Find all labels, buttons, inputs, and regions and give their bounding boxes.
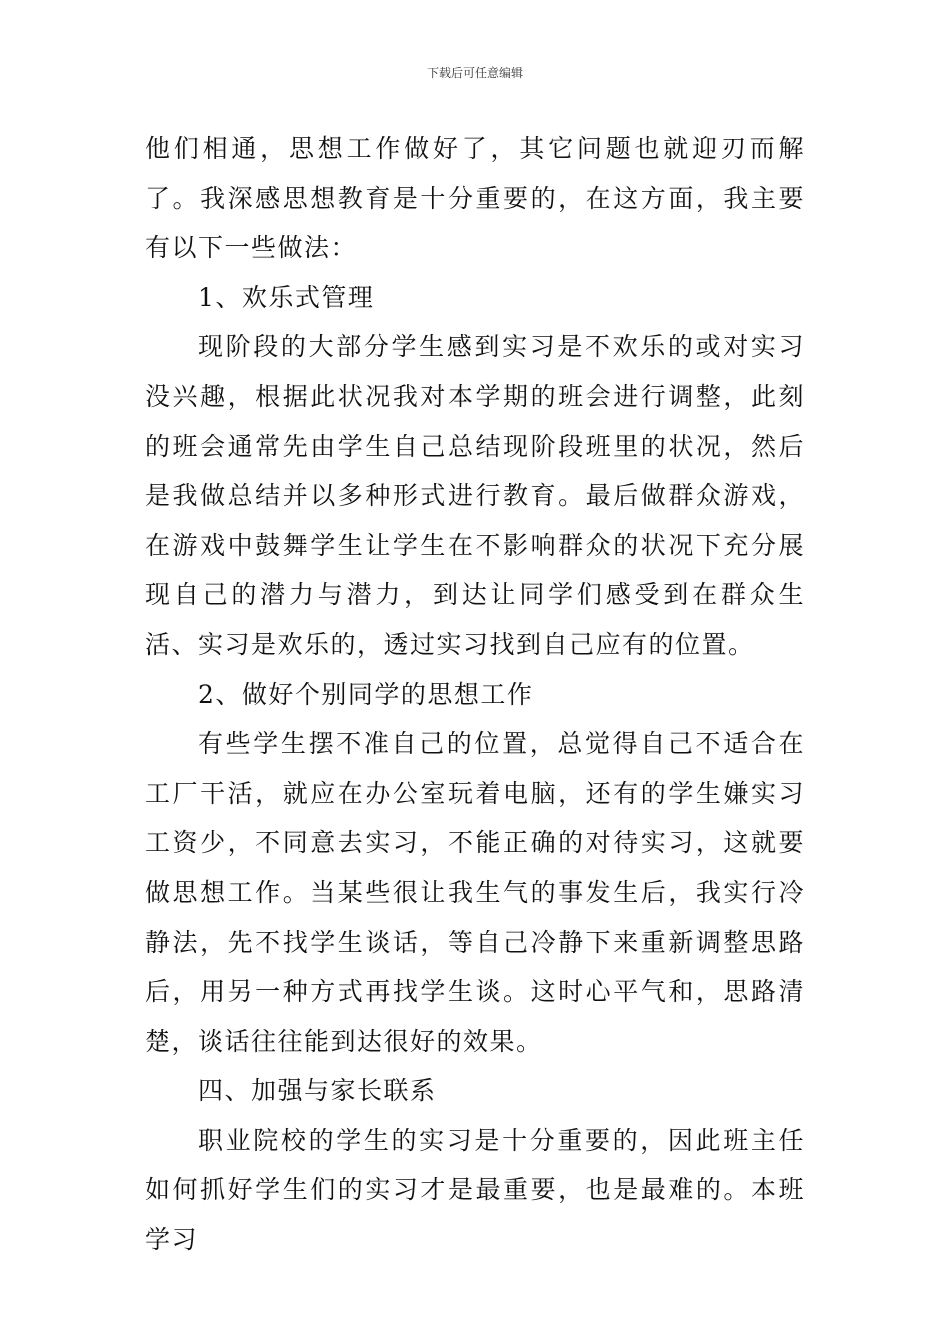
section-heading-individual-work: 2、做好个别同学的思想工作: [198, 679, 534, 709]
document-body: [145, 124, 805, 1265]
paragraph-happy-management: 现阶段的大部分学生感到实习是不欢乐的或对实习没兴趣，根据此状况我对本学期的班会进行调整，此刻的班会通常先由学生自己总结现阶段班里的状况，然后是我做总结并以多种形式进行教育。最后做群众游戏，在游戏中鼓舞学生让学生在不影响群众的状况下充分展现自己的潜力与潜力，到达让同学们感受到在群众生活、实习是欢乐的，透过实习找到自己应有的位置。: [145, 332, 805, 659]
paragraph-continuation: 他们相通，思想工作做好了，其它问题也就迎刃而解了。我深感思想教育是十分重要的，在这方面，我主要有以下一些做法：: [145, 134, 805, 263]
page-header: 下载后可任意编辑: [426, 66, 523, 80]
paragraph-parent-contact: 职业院校的学生的实习是十分重要的，因此班主任如何抓好学生们的实习才是最重要，也是最难的。本班学习: [145, 1125, 805, 1255]
section-heading-parent-contact: 四、加强与家长联系: [198, 1076, 437, 1106]
paragraph-individual-work: 有些学生摆不准自己的位置，总觉得自己不适合在工厂干活，就应在办公室玩着电脑，还有的学生嫌实习工资少，不同意去实习，不能正确的对待实习，这就要做思想工作。当某些很让我生气的事发生后，我实行冷静法，先不找学生谈话，等自己冷静下来重新调整思路后，用另一种方式再找学生谈。这时心平气和，思路清楚，谈话往往能到达很好的效果。: [145, 729, 805, 1056]
section-heading-happy-management: 1、欢乐式管理: [198, 282, 375, 312]
